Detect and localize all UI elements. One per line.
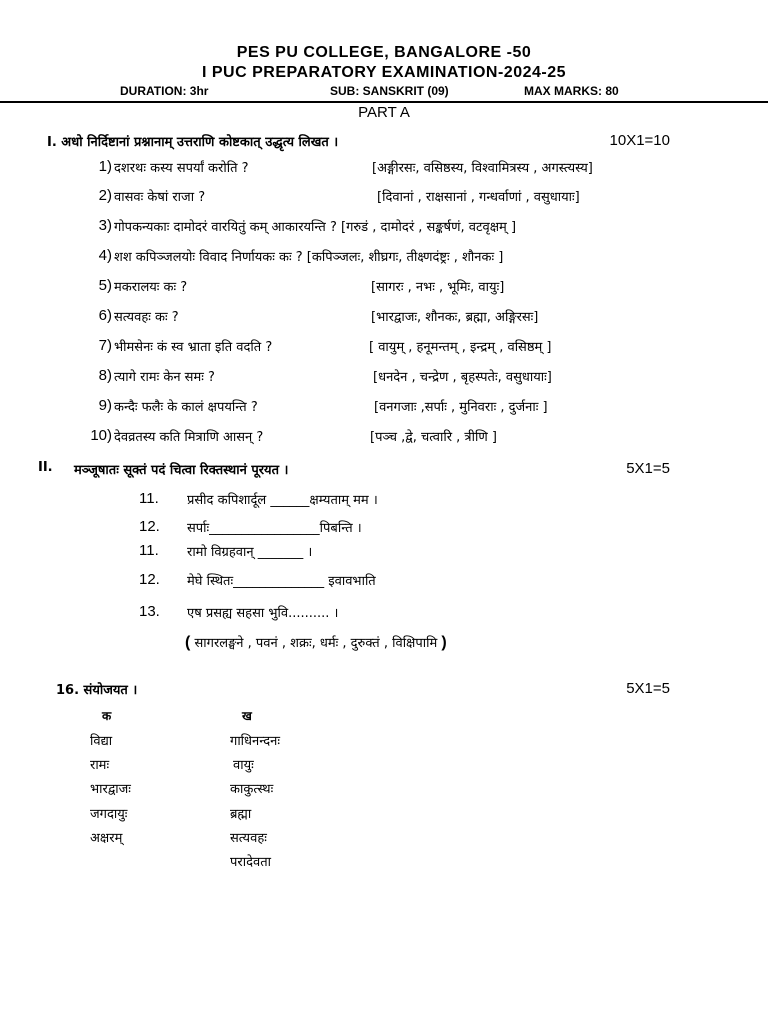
pool-words: सागरलङ्घने , पवनं , शक्रः, धर्मः , दुरुक्तं , विक्षिपामि <box>194 636 438 651</box>
college-name: PES PU COLLEGE, BANGALORE -50 <box>236 44 532 61</box>
item-text: रामो विग्रहवान् _______ । <box>187 545 313 560</box>
question-number: 10) <box>90 427 112 444</box>
question-text: गोपकन्यकाः दामोदरं वारयितुं कम् आकारयन्ति ? [गरुडं , दामोदरं , सङ्कर्षणं, वटवृक्षम् ] <box>114 220 517 235</box>
section3-instruction: 16. संयोजयत । <box>56 683 138 698</box>
question-text: भीमसेनः कं स्व भ्राता इति वदति ? <box>114 340 273 355</box>
question-text: मकरालयः कः ? <box>114 280 188 295</box>
column-b-item: वायुः <box>233 758 254 773</box>
question-number: 6) <box>98 307 112 324</box>
question-text: कन्दैः फलैः के कालं क्षपयन्ति ? <box>114 400 258 415</box>
word-pool <box>185 633 447 652</box>
column-b-item: गाधिनन्दनः <box>230 734 281 749</box>
subject: SUB: SANSKRIT (09) <box>330 84 449 98</box>
column-a-item: अक्षरम् <box>90 831 123 846</box>
question-text: त्यागे रामः केन समः ? <box>114 370 215 385</box>
item-text: एष प्रसह्य सहसा भुवि.......... । <box>187 606 339 621</box>
item-text: मेघे स्थितः______________ इवावभाति <box>187 574 376 589</box>
column-b-heading: ख <box>242 709 252 723</box>
question-text: दशरथः कस्य सपर्यां करोति ? <box>114 161 249 176</box>
section2-instruction: मञ्जूषातः सूक्तं पदं चित्वा रिक्तस्थानं पूरयत । <box>74 463 289 478</box>
pool-close-paren: ) <box>441 634 447 651</box>
column-b-item: ब्रह्मा <box>230 807 252 822</box>
item-number: 11. <box>139 542 159 559</box>
question-options: [दिवानां , राक्षसानां , गन्धर्वाणां , वसुधायाः] <box>377 190 580 205</box>
column-a-item: जगदायुः <box>90 807 128 822</box>
question-options: [वनगजाः ,सर्पाः , मुनिवराः , दुर्जनाः ] <box>374 400 548 415</box>
column-a-item: विद्या <box>90 734 113 749</box>
question-number: 2) <box>98 187 112 204</box>
question-text: देवव्रतस्य कति मित्राणि आसन् ? <box>114 430 264 445</box>
question-options: [पञ्च ,द्वे, चत्वारि , त्रीणि ] <box>370 430 497 445</box>
question-options: [सागरः , नभः , भूमिः, वायुः] <box>371 280 505 295</box>
question-text: वासवः केषां राजा ? <box>114 190 206 205</box>
section2-label: II. <box>38 460 53 475</box>
header-divider <box>0 101 768 103</box>
question-options: [भारद्वाजः, शौनकः, ब्रह्मा, अङ्गिरसः] <box>371 310 539 325</box>
question-text: शश कपिञ्जलयोः विवाद निर्णायकः कः ? [कपिञ्जलः, शीघ्रगः, तीक्ष्णदंष्ट्रः , शौनकः ] <box>114 250 504 265</box>
item-number: 13. <box>139 603 160 620</box>
column-b-item: सत्यवहः <box>230 831 267 846</box>
part-title: PART A <box>358 104 410 121</box>
item-number: 12. <box>139 571 160 588</box>
question-number: 3) <box>98 217 112 234</box>
question-text: सत्यवहः कः ? <box>114 310 179 325</box>
column-a-item: भारद्वाजः <box>90 782 131 797</box>
question-options: [अङ्गीरसः, वसिष्ठस्य, विश्वामित्रस्य , अगस्त्यस्य] <box>372 161 593 176</box>
section3-marks: 5X1=5 <box>626 680 670 697</box>
section2-marks: 5X1=5 <box>626 460 670 477</box>
item-text: सर्पाः_________________पिबन्ति । <box>187 521 362 536</box>
question-number: 1) <box>98 158 112 175</box>
item-number: 11. <box>139 490 159 507</box>
column-a-heading: क <box>102 709 112 723</box>
item-number: 12. <box>139 518 160 535</box>
question-number: 7) <box>98 337 112 354</box>
column-b-item: परादेवता <box>230 855 271 870</box>
duration: DURATION: 3hr <box>120 84 209 98</box>
pool-open-paren: ( <box>185 634 191 651</box>
column-a-item: रामः <box>90 758 110 773</box>
section1-marks: 10X1=10 <box>609 132 670 149</box>
question-number: 4) <box>98 247 112 264</box>
column-b-item: काकुत्स्थः <box>230 782 274 797</box>
question-number: 5) <box>98 277 112 294</box>
question-options: [धनदेन , चन्द्रेण , बृहस्पतेः, वसुधायाः] <box>373 370 552 385</box>
question-number: 8) <box>98 367 112 384</box>
section1-instruction: I. अधो निर्दिष्टानां प्रश्नानाम् उत्तराणि कोष्टकात् उद्धृत्य लिखत । <box>47 135 339 150</box>
question-number: 9) <box>98 397 112 414</box>
exam-title: I PUC PREPARATORY EXAMINATION-2024-25 <box>201 64 567 81</box>
item-text: प्रसीद कपिशार्दूल ______क्षम्यताम् मम । <box>187 493 378 508</box>
question-options: [ वायुम् , हनूमन्तम् , इन्द्रम् , वसिष्ठम् ] <box>369 340 552 355</box>
max-marks: MAX MARKS: 80 <box>524 84 619 98</box>
